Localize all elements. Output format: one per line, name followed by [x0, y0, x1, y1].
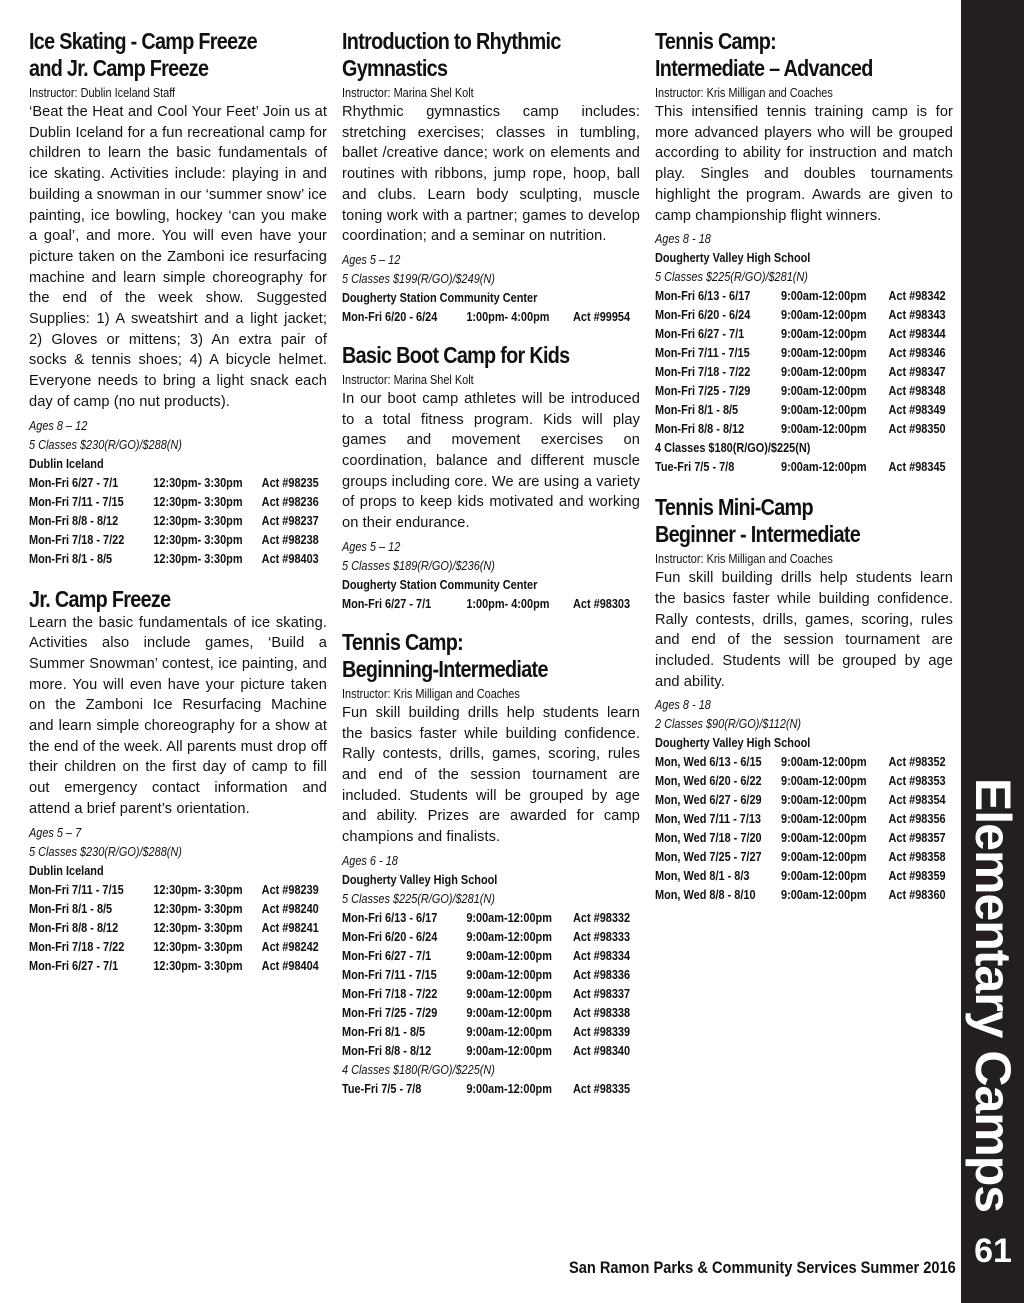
schedule-row — [655, 790, 953, 809]
schedule-cell: Mon, Wed 6/27 - 6/29 — [655, 792, 762, 808]
schedule-cell: 9:00am-12:00pm — [781, 383, 867, 399]
schedule-cell: Mon-Fri 8/8 - 8/12 — [29, 919, 119, 935]
schedule-cell: Mon-Fri 6/20 - 6/24 — [342, 928, 438, 944]
ages: Ages 8 - 18 — [655, 231, 711, 247]
schedule-cell: 9:00am-12:00pm — [781, 288, 867, 304]
description: Learn the basic fundamentals of ice skating. Activities also include games, ‘Build a Summer Snowman’ contest, ice painting, and more. You will even have your picture taken on the Zamboni Ice Resurfacing Machine and learn simple choreography for a show at the end of the week. All parents must drop off their children on the first day of camp to fill out emergency contact information and attend a brief parent’s orientation. — [29, 614, 327, 817]
schedule-row — [655, 847, 953, 866]
description: Fun skill building drills help students learn the basics faster while building confidence. Rally contests, drills, games, scoring, rules and end of the session tournament are included. Students will be grouped by age and ability. — [655, 570, 953, 690]
schedule-cell: Mon-Fri 7/25 - 7/29 — [655, 383, 751, 399]
schedule-row — [342, 946, 640, 965]
schedule-cell: Act #98345 — [888, 459, 946, 475]
classes-price: 5 Classes $230(R/GO)/$288(N) — [29, 843, 182, 859]
instructor: Instructor: Kris Milligan and Coaches — [655, 551, 833, 567]
schedule-row — [29, 549, 327, 568]
schedule-row — [655, 362, 953, 381]
page-number: 61 — [974, 1232, 1012, 1270]
schedule-row — [29, 918, 327, 937]
tennis-advanced-section — [655, 28, 953, 476]
schedule-cell: Act #98340 — [573, 1042, 631, 1058]
schedule-cell: 12:30pm- 3:30pm — [153, 493, 243, 509]
schedule-cell: 9:00am-12:00pm — [466, 909, 552, 925]
schedule-row — [655, 305, 953, 324]
schedule-cell: Mon-Fri 6/20 - 6/24 — [342, 308, 438, 324]
schedule-row — [655, 752, 953, 771]
ages: Ages 8 – 12 — [29, 417, 88, 433]
schedule-cell: Mon, Wed 7/25 - 7/27 — [655, 849, 762, 865]
schedule-row — [655, 381, 953, 400]
schedule-cell: Mon-Fri 6/27 - 7/1 — [342, 595, 432, 611]
schedule-cell: 9:00am-12:00pm — [781, 849, 867, 865]
schedule-cell: Act #98348 — [888, 383, 946, 399]
schedule-row — [655, 343, 953, 362]
schedule-cell: Mon-Fri 8/1 - 8/5 — [29, 900, 113, 916]
schedule-cell: 9:00am-12:00pm — [466, 966, 552, 982]
schedule-cell: 12:30pm- 3:30pm — [153, 881, 243, 897]
schedule-row — [29, 530, 327, 549]
schedule-row — [29, 511, 327, 530]
description: ‘Beat the Heat and Cool Your Feet’ Join us at Dublin Iceland for a fun recreational camp for children to learn the basic fundamentals of ice skating. Activities include: playing in and building a snowman in our ‘summer snow’ ice painting, ice bowling, hockey ‘can you make a goal’, and more. You will even have your picture taken on the Zamboni ice resurfacing machine and learn simple choreography for the end of the week show. Suggested Supplies: 1) A sweatshirt and a light jacket; 2) Gloves or mittens; 3) An extra pair of socks & tennis shoes; 4) A bicycle helmet. Everyone needs to bring a light snack each day of camp (no nut products). — [29, 104, 327, 410]
schedule-cell: Act #98356 — [888, 811, 946, 827]
instructor: Instructor: Marina Shel Kolt — [342, 85, 474, 100]
footer-text: San Ramon Parks & Community Services Summer 2016 — [569, 1258, 956, 1277]
schedule-row — [29, 473, 327, 492]
rhythmic-gymnastics-section — [342, 28, 640, 326]
schedule-row — [342, 1022, 640, 1041]
tennis-beginning-section — [342, 629, 640, 1098]
schedule-cell: 12:30pm- 3:30pm — [153, 474, 243, 490]
schedule-cell: Tue-Fri 7/5 - 7/8 — [655, 459, 735, 475]
schedule-cell: Mon-Fri 6/20 - 6/24 — [655, 307, 751, 323]
schedule-cell: Act #98335 — [573, 1080, 631, 1096]
schedule-row — [655, 286, 953, 305]
schedule-cell: Act #98235 — [261, 474, 319, 490]
schedule-cell: Mon, Wed 8/1 - 8/3 — [655, 868, 750, 884]
jr-camp-freeze-section — [29, 586, 327, 975]
schedule-cell: 9:00am-12:00pm — [466, 928, 552, 944]
classes-price: 4 Classes $180(R/GO)/$225(N) — [655, 440, 811, 456]
schedule-cell: Act #98236 — [261, 493, 319, 509]
schedule-table — [655, 286, 953, 438]
section-title: Tennis Camp: Intermediate – Advanced — [655, 28, 873, 81]
column-1 — [29, 28, 327, 975]
section-title: Tennis Mini-Camp Beginner - Intermediate — [655, 494, 861, 548]
schedule-cell: Act #98339 — [573, 1023, 631, 1039]
schedule-cell: 9:00am-12:00pm — [781, 307, 867, 323]
schedule-row — [342, 965, 640, 984]
schedule-cell: Act #98334 — [573, 947, 631, 963]
schedule-table — [29, 473, 327, 568]
schedule-cell: 12:30pm- 3:30pm — [153, 550, 243, 566]
ages: Ages 6 - 18 — [342, 852, 398, 868]
schedule-row — [655, 828, 953, 847]
schedule-cell: Mon-Fri 6/27 - 7/1 — [342, 947, 432, 963]
schedule-cell: Act #98403 — [261, 550, 319, 566]
boot-camp-section — [342, 342, 640, 613]
section-title: Ice Skating - Camp Freeze and Jr. Camp Freeze — [29, 28, 257, 81]
classes-price: 5 Classes $189(R/GO)/$236(N) — [342, 557, 495, 573]
schedule-cell: 9:00am-12:00pm — [781, 402, 867, 418]
schedule-row — [29, 937, 327, 956]
ages: Ages 5 – 12 — [342, 251, 401, 267]
description: In our boot camp athletes will be introduced to a total fitness program. Kids will play games and movement exercises on coordination, balance and different muscle groups including core. We are using a variety of props to keep kids motivated and working on their endurance. — [342, 390, 640, 532]
schedule-cell: Act #98342 — [888, 288, 946, 304]
schedule-cell: Act #98343 — [888, 307, 946, 323]
ages: Ages 5 – 12 — [342, 538, 401, 554]
schedule-cell: Mon-Fri 6/13 - 6/17 — [655, 288, 751, 304]
schedule-row — [342, 984, 640, 1003]
schedule-cell: Mon-Fri 7/18 - 7/22 — [29, 531, 125, 547]
location: Dougherty Station Community Center — [342, 289, 538, 305]
section-title: Tennis Camp: Beginning-Intermediate — [342, 628, 548, 682]
schedule-row — [655, 419, 953, 438]
schedule-cell: 9:00am-12:00pm — [781, 754, 867, 770]
location: Dublin Iceland — [29, 862, 104, 878]
schedule-cell: Act #98303 — [573, 595, 631, 611]
location: Dougherty Station Community Center — [342, 576, 538, 592]
schedule-cell: Mon-Fri 8/1 - 8/5 — [342, 1023, 426, 1039]
schedule-cell: Act #98353 — [888, 773, 946, 789]
ages: Ages 5 – 7 — [29, 824, 82, 840]
schedule-cell: Act #98354 — [888, 792, 946, 808]
schedule-row — [342, 594, 640, 613]
schedule-cell: Act #98242 — [261, 938, 319, 954]
schedule-cell: Mon-Fri 8/1 - 8/5 — [29, 550, 113, 566]
schedule-table — [655, 752, 953, 904]
schedule-cell: Act #98358 — [888, 849, 946, 865]
schedule-cell: Act #98238 — [261, 531, 319, 547]
location: Dublin Iceland — [29, 455, 104, 471]
schedule-cell: Act #99954 — [573, 308, 631, 324]
description: Rhythmic gymnastics camp includes: stretching exercises; classes in tumbling, ballet /creative dance; work on elements and routines with ribbons, jump rope, hoop, ball and clubs. Learn body sculpting, muscle toning work with a partner; games to develop coordination; and a seminar on nutrition. — [342, 104, 640, 245]
classes-price: 5 Classes $225(R/GO)/$281(N) — [342, 890, 495, 906]
schedule-row — [342, 908, 640, 927]
column-2 — [342, 28, 640, 1098]
classes-price: 5 Classes $225(R/GO)/$281(N) — [655, 269, 808, 285]
schedule-cell: 12:30pm- 3:30pm — [153, 938, 243, 954]
schedule-cell: Act #98338 — [573, 1004, 631, 1020]
schedule-row — [342, 307, 640, 326]
instructor: Instructor: Dublin Iceland Staff — [29, 85, 176, 100]
schedule-cell: 1:00pm- 4:00pm — [466, 595, 550, 611]
schedule-cell: 9:00am-12:00pm — [466, 1004, 552, 1020]
schedule-row — [29, 956, 327, 975]
section-title: Introduction to Rhythmic Gymnastics — [342, 28, 561, 81]
schedule-cell: Mon-Fri 7/11 - 7/15 — [29, 881, 124, 897]
schedule-cell: Act #98404 — [261, 957, 319, 973]
schedule-cell: Act #98240 — [261, 900, 319, 916]
tennis-mini-camp-section — [655, 494, 953, 904]
schedule-cell: 12:30pm- 3:30pm — [153, 900, 243, 916]
schedule-cell: 12:30pm- 3:30pm — [153, 512, 243, 528]
schedule-cell: Mon, Wed 7/18 - 7/20 — [655, 830, 762, 846]
schedule-row — [655, 866, 953, 885]
schedule-cell: Mon-Fri 7/18 - 7/22 — [655, 364, 751, 380]
schedule-cell: Act #98347 — [888, 364, 946, 380]
ice-skating-section — [29, 28, 327, 568]
schedule-cell: Mon, Wed 7/11 - 7/13 — [655, 811, 762, 827]
ages: Ages 8 - 18 — [655, 697, 711, 713]
schedule-cell: Act #98239 — [261, 881, 319, 897]
instructor: Instructor: Kris Milligan and Coaches — [655, 85, 833, 100]
schedule-cell: Mon, Wed 6/20 - 6/22 — [655, 773, 762, 789]
section-title: Jr. Camp Freeze — [29, 585, 171, 612]
instructor: Instructor: Kris Milligan and Coaches — [342, 685, 520, 701]
schedule-table — [342, 908, 640, 1060]
schedule-row — [342, 1079, 640, 1098]
schedule-cell: 9:00am-12:00pm — [781, 868, 867, 884]
schedule-cell: Mon-Fri 7/11 - 7/15 — [655, 345, 750, 361]
column-3 — [655, 28, 953, 904]
location: Dougherty Valley High School — [342, 871, 498, 887]
schedule-cell: 9:00am-12:00pm — [466, 1042, 552, 1058]
schedule-cell: Mon-Fri 7/18 - 7/22 — [342, 985, 438, 1001]
schedule-cell: Mon-Fri 6/13 - 6/17 — [342, 909, 438, 925]
schedule-cell: Act #98349 — [888, 402, 946, 418]
schedule-cell: Act #98237 — [261, 512, 319, 528]
schedule-table — [29, 880, 327, 975]
description: Fun skill building drills help students learn the basics faster while building confidence. Rally contests, drills, games, scoring, rules and end of the session tournament are included. Students will be grouped by age and ability. Prizes are awarded for camp champions and finalists. — [342, 704, 640, 846]
location: Dougherty Valley High School — [655, 735, 811, 751]
classes-price: 5 Classes $230(R/GO)/$288(N) — [29, 436, 182, 452]
schedule-cell: Mon, Wed 8/8 - 8/10 — [655, 887, 756, 903]
schedule-cell: 12:30pm- 3:30pm — [153, 957, 243, 973]
schedule-cell: 9:00am-12:00pm — [781, 345, 867, 361]
schedule-cell: Act #98350 — [888, 421, 946, 437]
schedule-cell: Act #98336 — [573, 966, 631, 982]
schedule-row — [342, 927, 640, 946]
schedule-cell: Act #98359 — [888, 868, 946, 884]
schedule-cell: Mon, Wed 6/13 - 6/15 — [655, 754, 762, 770]
schedule-cell: 9:00am-12:00pm — [781, 887, 867, 903]
instructor: Instructor: Marina Shel Kolt — [342, 371, 474, 387]
schedule-cell: Mon-Fri 8/8 - 8/12 — [655, 421, 745, 437]
schedule-cell: 9:00am-12:00pm — [781, 830, 867, 846]
schedule-cell: Act #98346 — [888, 345, 946, 361]
schedule-cell: 9:00am-12:00pm — [781, 792, 867, 808]
schedule-cell: Act #98357 — [888, 830, 946, 846]
schedule-cell: Act #98332 — [573, 909, 631, 925]
schedule-row — [655, 771, 953, 790]
schedule-cell: 9:00am-12:00pm — [781, 811, 867, 827]
classes-price: 2 Classes $90(R/GO)/$112(N) — [655, 716, 802, 732]
schedule-cell: 9:00am-12:00pm — [781, 421, 867, 437]
schedule-cell: 12:30pm- 3:30pm — [153, 919, 243, 935]
schedule-cell: Act #98360 — [888, 887, 946, 903]
schedule-cell: 9:00am-12:00pm — [466, 985, 552, 1001]
schedule-cell: 9:00am-12:00pm — [781, 364, 867, 380]
schedule-cell: 9:00am-12:00pm — [781, 459, 867, 475]
location: Dougherty Valley High School — [655, 250, 811, 266]
schedule-cell: 9:00am-12:00pm — [781, 326, 867, 342]
schedule-cell: Tue-Fri 7/5 - 7/8 — [342, 1080, 422, 1096]
schedule-row — [29, 899, 327, 918]
schedule-cell: Act #98337 — [573, 985, 631, 1001]
section-title: Basic Boot Camp for Kids — [342, 341, 570, 368]
schedule-cell: 9:00am-12:00pm — [466, 1023, 552, 1039]
schedule-cell: 12:30pm- 3:30pm — [153, 531, 243, 547]
schedule-cell: 9:00am-12:00pm — [466, 1080, 552, 1096]
description: This intensified tennis training camp is for more advanced players who will be grouped according to ability for instruction and match play. Singles and doubles tournaments highlight the program. Awards are given to camp championship flight winners. — [655, 104, 953, 224]
sidebar-title: Elementary Camps — [965, 777, 1021, 1213]
schedule-cell: Mon-Fri 8/8 - 8/12 — [342, 1042, 432, 1058]
schedule-cell: Act #98352 — [888, 754, 946, 770]
schedule-row — [342, 1041, 640, 1060]
classes-price: 4 Classes $180(R/GO)/$225(N) — [342, 1061, 495, 1077]
schedule-cell: 9:00am-12:00pm — [466, 947, 552, 963]
schedule-row — [655, 809, 953, 828]
schedule-cell: Mon-Fri 7/18 - 7/22 — [29, 938, 125, 954]
schedule-cell: 9:00am-12:00pm — [781, 773, 867, 789]
schedule-row — [29, 492, 327, 511]
schedule-row — [655, 457, 953, 476]
schedule-cell: Mon-Fri 6/27 - 7/1 — [29, 957, 119, 973]
schedule-cell: Act #98333 — [573, 928, 631, 944]
schedule-cell: 1:00pm- 4:00pm — [466, 308, 550, 324]
classes-price: 5 Classes $199(R/GO)/$249(N) — [342, 270, 495, 286]
schedule-row — [342, 1003, 640, 1022]
schedule-cell: Act #98344 — [888, 326, 946, 342]
schedule-cell: Mon-Fri 6/27 - 7/1 — [29, 474, 119, 490]
schedule-row — [655, 885, 953, 904]
schedule-cell: Mon-Fri 8/8 - 8/12 — [29, 512, 119, 528]
schedule-cell: Mon-Fri 8/1 - 8/5 — [655, 402, 739, 418]
schedule-cell: Mon-Fri 7/11 - 7/15 — [342, 966, 437, 982]
schedule-cell: Mon-Fri 7/11 - 7/15 — [29, 493, 124, 509]
schedule-cell: Act #98241 — [261, 919, 319, 935]
schedule-row — [655, 400, 953, 419]
schedule-row — [655, 324, 953, 343]
schedule-cell: Mon-Fri 6/27 - 7/1 — [655, 326, 745, 342]
schedule-row — [29, 880, 327, 899]
schedule-cell: Mon-Fri 7/25 - 7/29 — [342, 1004, 438, 1020]
